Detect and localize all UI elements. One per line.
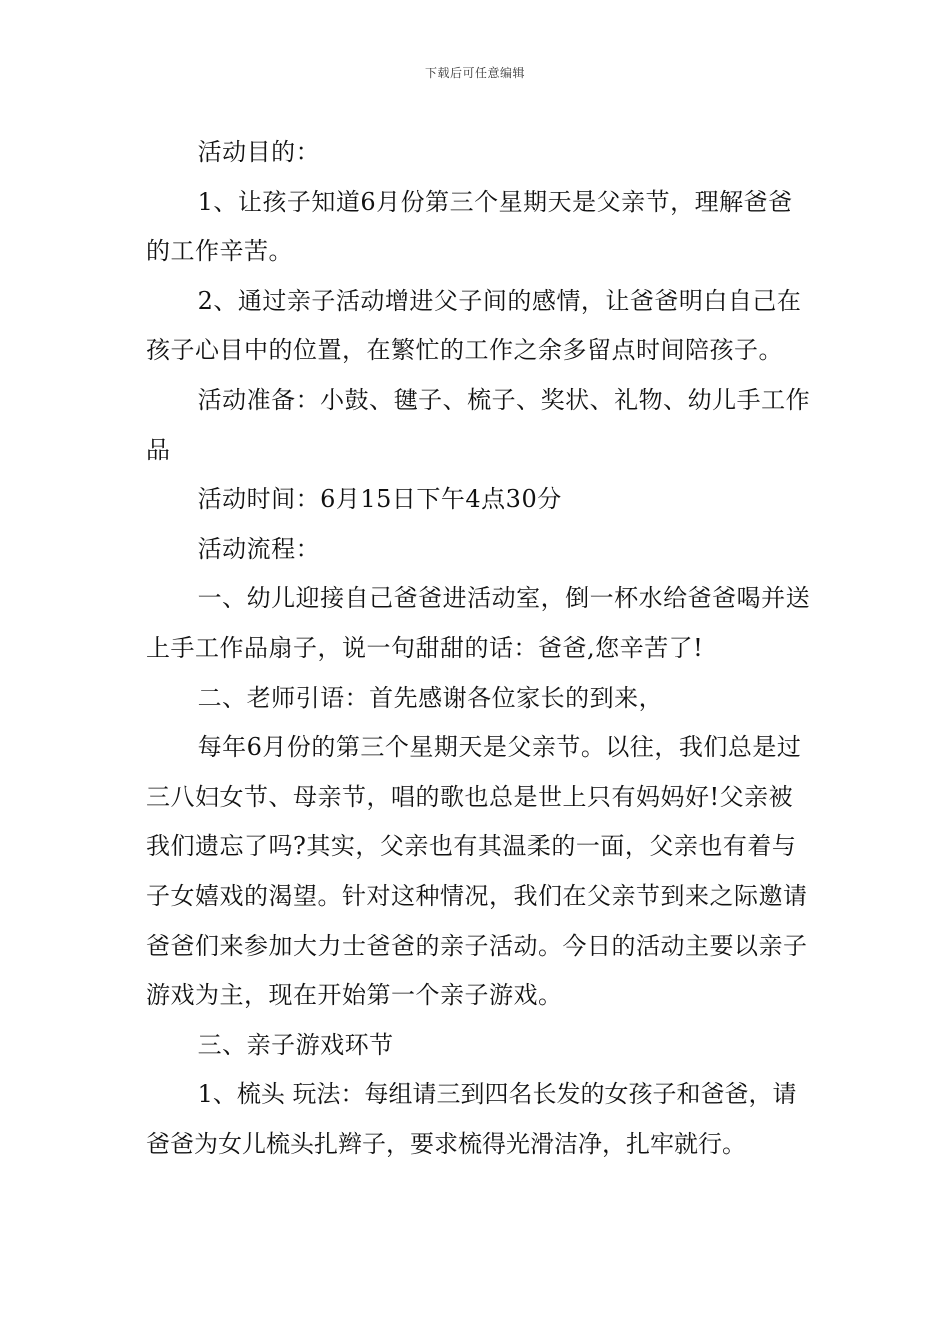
- paragraph-activity-preparation: 活动准备：小鼓、毽子、梳子、奖状、礼物、幼儿手工作品: [146, 385, 811, 464]
- paragraph-activity-process-heading: 活动流程：: [197, 534, 321, 563]
- paragraph-activity-purpose-heading: 活动目的：: [197, 138, 321, 166]
- paragraph-step-two: 二、老师引语：首先感谢各位家长的到来，: [197, 683, 664, 712]
- paragraph-purpose-2: 2、通过亲子活动增进父子间的感情，让爸爸明白自己在孩子心目中的位置，在繁忙的工作之余多留点时间陪孩子。: [146, 286, 802, 365]
- page-header-note: 下载后可任意编辑: [424, 66, 525, 80]
- paragraph-activity-time: 活动时间：6月15日下午4点30分: [197, 485, 562, 514]
- document-body: [146, 128, 811, 1169]
- paragraph-step-three: 三、亲子游戏环节: [197, 1030, 394, 1059]
- paragraph-game-comb-hair: 1、梳头 玩法：每组请三到四名长发的女孩子和爸爸，请爸爸为女儿梳头扎辫子，要求梳得光滑洁净，扎牢就行。: [146, 1080, 797, 1158]
- paragraph-teacher-speech: 每年6月份的第三个星期天是父亲节。以往，我们总是过三八妇女节、母亲节，唱的歌也总是世上只有妈妈好!父亲被我们遗忘了吗?其实，父亲也有其温柔的一面，父亲也有着与子女嬉戏的渴望。针对这种情况，我们在父亲节到来之际邀请爸爸们来参加大力士爸爸的亲子活动。今日的活动主要以亲子游戏为主，现在开始第一个亲子游戏。: [146, 733, 808, 1010]
- paragraph-step-one: 一、幼儿迎接自己爸爸进活动室，倒一杯水给爸爸喝并送上手工作品扇子，说一句甜甜的话：爸爸,您辛苦了!: [146, 584, 811, 662]
- paragraph-purpose-1: 1、让孩子知道6月份第三个星期天是父亲节，理解爸爸的工作辛苦。: [146, 187, 793, 266]
